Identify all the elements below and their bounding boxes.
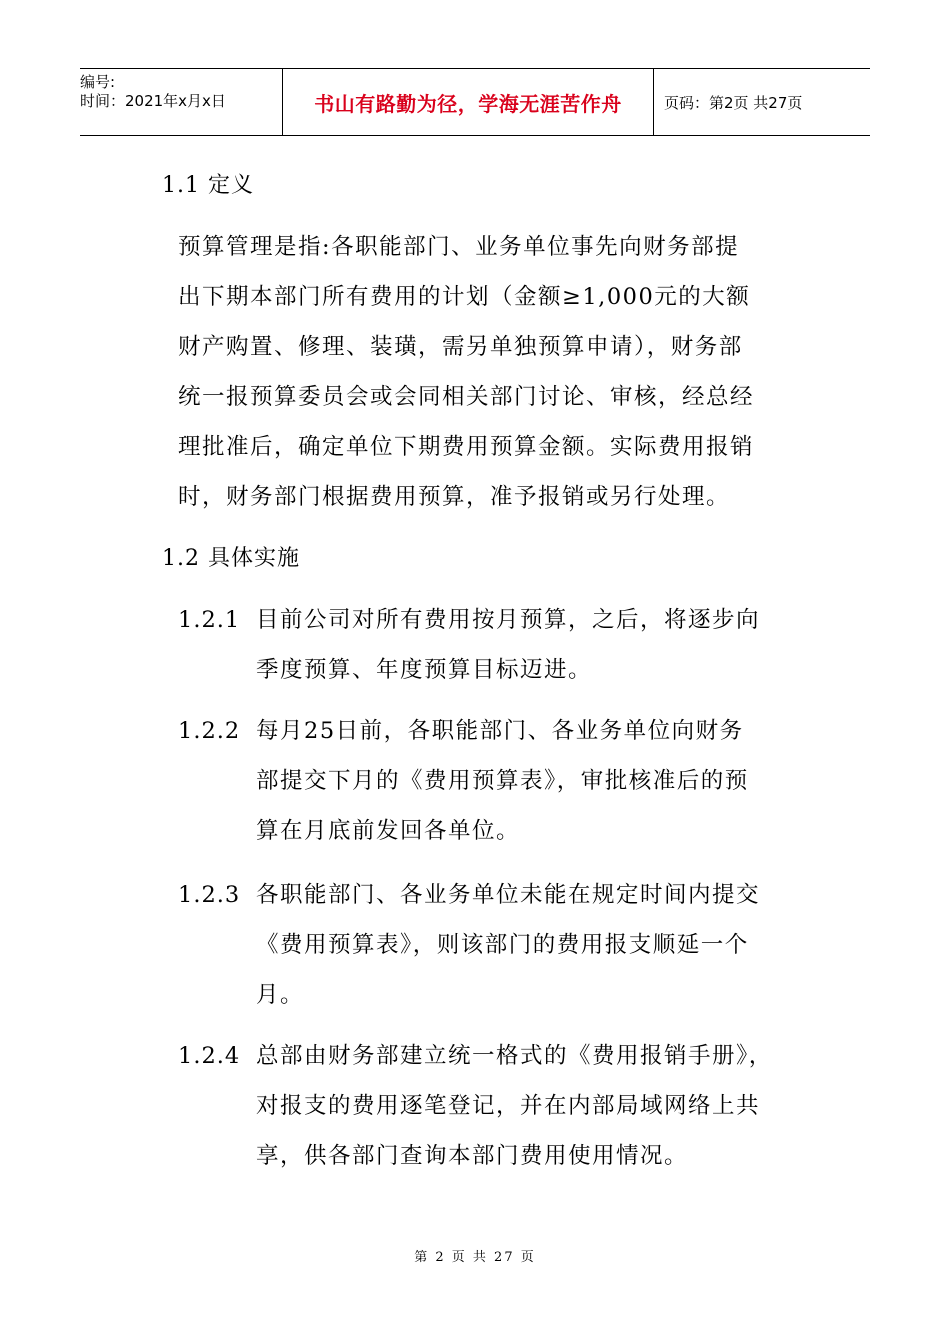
list-item-1-2-4 (178, 1031, 818, 1181)
item-line: 季度预算、年度预算目标迈进。 (256, 657, 593, 683)
item-number: 1.2.1 (178, 607, 241, 633)
paragraph-line: 时，财务部门根据费用预算，准予报销或另行处理。 (178, 484, 731, 510)
item-line: 各职能部门、各业务单位未能在规定时间内提交 (256, 882, 761, 908)
paragraph-line: 出下期本部门所有费用的计划（金额≥1,000元的大额 (178, 284, 751, 310)
list-item-1-2-2 (178, 706, 818, 856)
header-page-cell (654, 69, 870, 135)
item-line: 月。 (256, 982, 305, 1008)
definition-paragraph (178, 222, 818, 522)
item-number: 1.2.3 (178, 882, 241, 908)
section-heading-1-1: 1.1 定义 (162, 173, 254, 198)
header-page-info: 页码：第2页 共27页 (664, 93, 803, 112)
page-footer: 第 2 页 共 27 页 (414, 1250, 536, 1265)
item-line: 对报支的费用逐笔登记，并在内部局域网络上共 (256, 1093, 761, 1119)
paragraph-line: 财产购置、修理、装璜，需另单独预算申请），财务部 (178, 334, 743, 360)
item-number: 1.2.2 (178, 718, 241, 744)
paragraph-line: 统一报预算委员会或会同相关部门讨论、审核，经总经 (178, 384, 755, 410)
document-number-label: 编号: (80, 73, 116, 91)
header-left-cell (80, 69, 282, 135)
item-line: 总部由财务部建立统一格式的《费用报销手册》， (256, 1043, 773, 1069)
paragraph-line: 预算管理是指:各职能部门、业务单位事先向财务部提 (178, 234, 740, 260)
item-line: 《费用预算表》，则该部门的费用报支顺延一个 (256, 932, 749, 958)
item-line: 算在月底前发回各单位。 (256, 818, 521, 844)
page-header (80, 68, 870, 136)
item-number: 1.2.4 (178, 1043, 241, 1069)
item-line: 目前公司对所有费用按月预算，之后，将逐步向 (256, 607, 761, 633)
item-line: 部提交下月的《费用预算表》，审批核准后的预 (256, 768, 749, 794)
list-item-1-2-3 (178, 870, 818, 1020)
list-item-1-2-1 (178, 595, 818, 695)
document-time-label: 时间：2021年x月x日 (80, 92, 226, 110)
paragraph-line: 理批准后，确定单位下期费用预算金额。实际费用报销 (178, 434, 755, 460)
header-motto: 书山有路勤为径，学海无涯苦作舟 (314, 91, 622, 116)
item-line: 每月25日前，各职能部门、各业务单位向财务 (256, 718, 744, 744)
header-motto-cell (282, 69, 654, 135)
item-line: 享，供各部门查询本部门费用使用情况。 (256, 1143, 689, 1169)
section-heading-1-2: 1.2 具体实施 (162, 546, 300, 571)
